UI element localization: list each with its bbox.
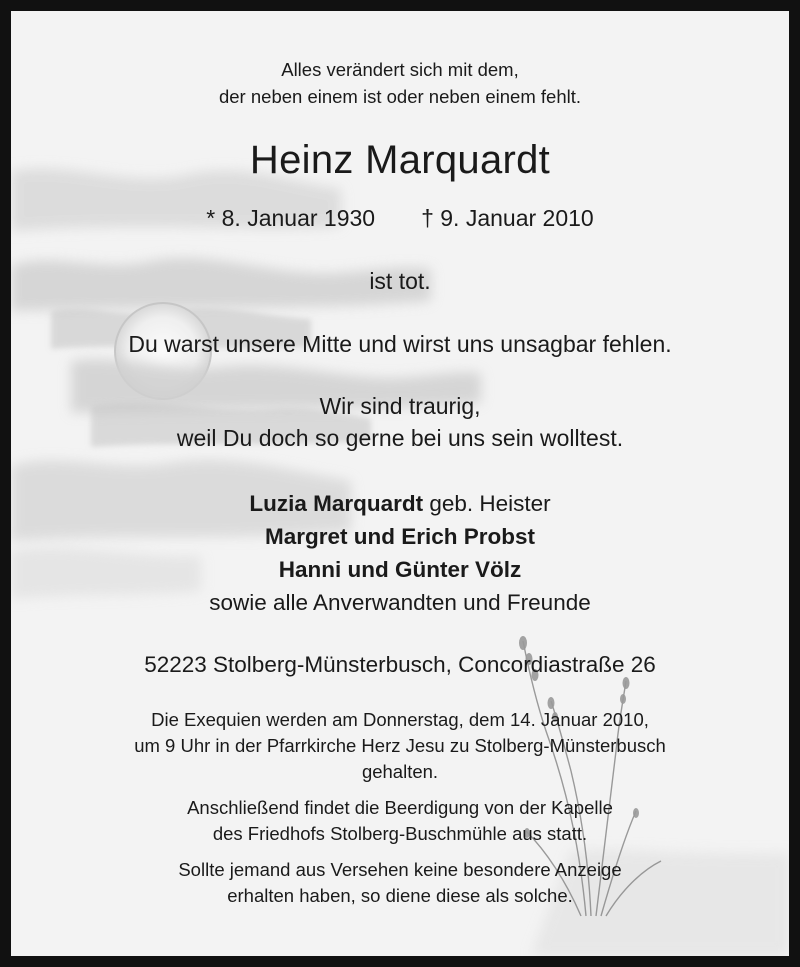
service-line-2: um 9 Uhr in der Pfarrkirche Herz Jesu zu Stolberg-Münsterbusch [134,735,666,756]
message-line-1: Du warst unsere Mitte und wirst uns unsagbar fehlen. [128,331,672,357]
birth-date: * 8. Januar 1930 [206,205,376,231]
message-line-3: weil Du doch so gerne bei uns sein wolltest. [176,425,624,451]
mourner-others: sowie alle Anverwandten und Freunde [209,590,591,615]
mourner-widow [11,487,789,520]
quote-line-1: Alles verändert sich mit dem, [281,59,519,80]
deceased-name: Heinz Marquardt [249,138,551,182]
notice-content [11,11,789,956]
widow-maiden-name: geb. Heister [429,491,551,516]
service-line-3: gehalten. [361,761,439,782]
service-line-1: Die Exequien werden am Donnerstag, dem 14. Januar 2010, [151,709,649,730]
burial-line-1: Anschließend findet die Beerdigung von der Kapelle [187,797,613,818]
death-date: † 9. Januar 2010 [421,205,594,231]
message-line-2: Wir sind traurig, [319,393,481,419]
address-line: 52223 Stolberg-Münsterbusch, Concordiastraße 26 [144,652,656,677]
announcement-text: ist tot. [369,268,431,294]
life-dates [11,204,789,232]
mourner-family-2: Hanni und Günter Völz [278,557,522,582]
widow-name: Luzia Marquardt [249,491,424,516]
mourner-family-1: Margret und Erich Probst [264,524,536,549]
quote-line-2: der neben einem ist oder neben einem fehlt. [218,86,581,107]
closing-line-2: erhalten haben, so diene diese als solche. [227,885,573,906]
closing-line-1: Sollte jemand aus Versehen keine besondere Anzeige [178,859,622,880]
burial-line-2: des Friedhofs Stolberg-Buschmühle aus statt. [212,823,588,844]
